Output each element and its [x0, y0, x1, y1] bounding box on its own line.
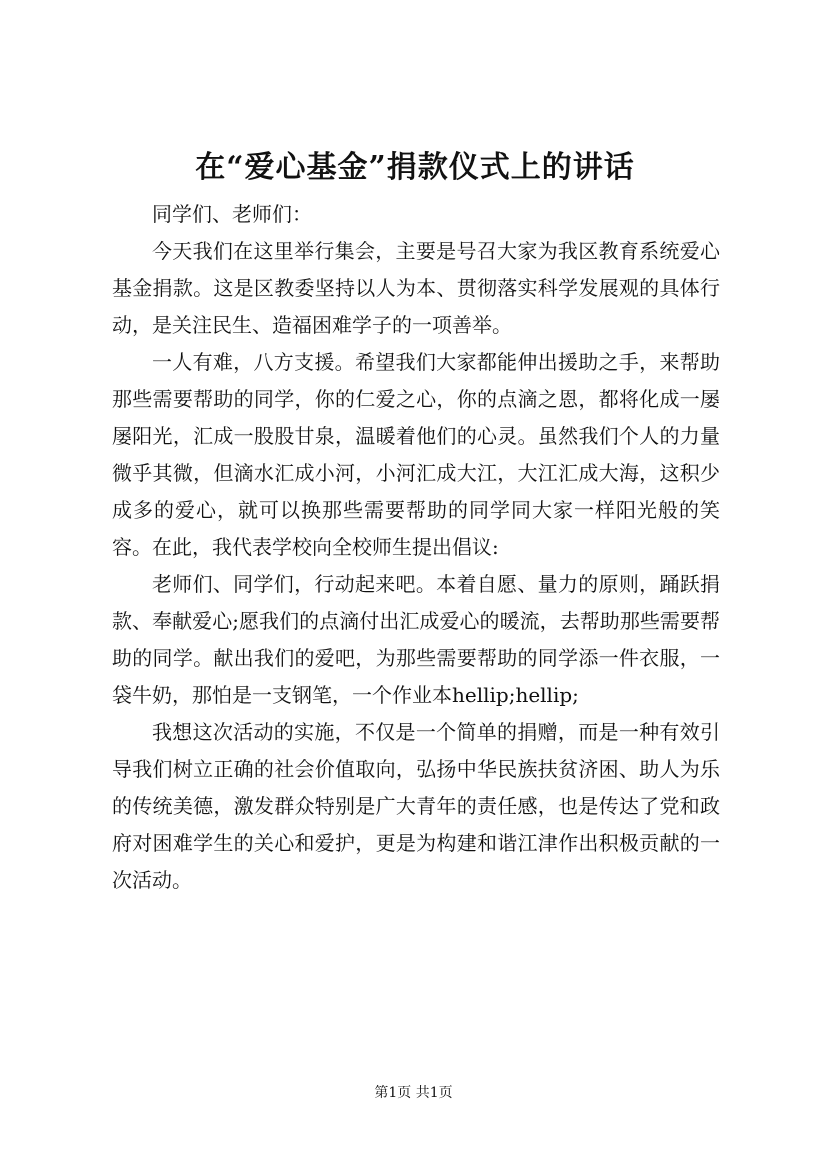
paragraph-2: 一人有难，八方支援。希望我们大家都能伸出援助之手，来帮助那些需要帮助的同学，你的仁爱之心，你的点滴之恩，都将化成一屡屡阳光，汇成一股股甘泉，温暖着他们的心灵。虽然我们个人的力量微乎其微，但滴水汇成小河，小河汇成大江，大江汇成大海，这积少成多的爱心，就可以换那些需要帮助的同学同大家一样阳光般的笑容。在此，我代表学校向全校师生提出倡议:: [112, 350, 720, 559]
paragraph-1: 今天我们在这里举行集会，主要是号召大家为我区教育系统爱心基金捐款。这是区教委坚持以人为本、贯彻落实科学发展观的具体行动，是关注民生、造福困难学子的一项善举。: [112, 239, 720, 337]
page-footer: 第1页 共1页: [374, 1085, 453, 1101]
paragraph-3: 老师们、同学们，行动起来吧。本着自愿、量力的原则，踊跃捐款、奉献爱心;愿我们的点滴付出汇成爱心的暖流，去帮助那些需要帮助的同学。献出我们的爱吧，为那些需要帮助的同学添一件衣服，一袋牛奶，那怕是一支钢笔，一个作业本hellip;hellip;: [112, 572, 720, 707]
document-body: [112, 196, 720, 899]
document-title: 在“爱心基金”捐款仪式上的讲话: [195, 150, 635, 185]
salutation: 同学们、老师们：: [152, 202, 312, 226]
paragraph-4: 我想这次活动的实施，不仅是一个简单的捐赠，而是一种有效引导我们树立正确的社会价值取向，弘扬中华民族扶贫济困、助人为乐的传统美德，激发群众特别是广大青年的责任感，也是传达了党和政府对困难学生的关心和爱护，更是为构建和谐江津作出积极贡献的一次活动。: [112, 720, 720, 892]
